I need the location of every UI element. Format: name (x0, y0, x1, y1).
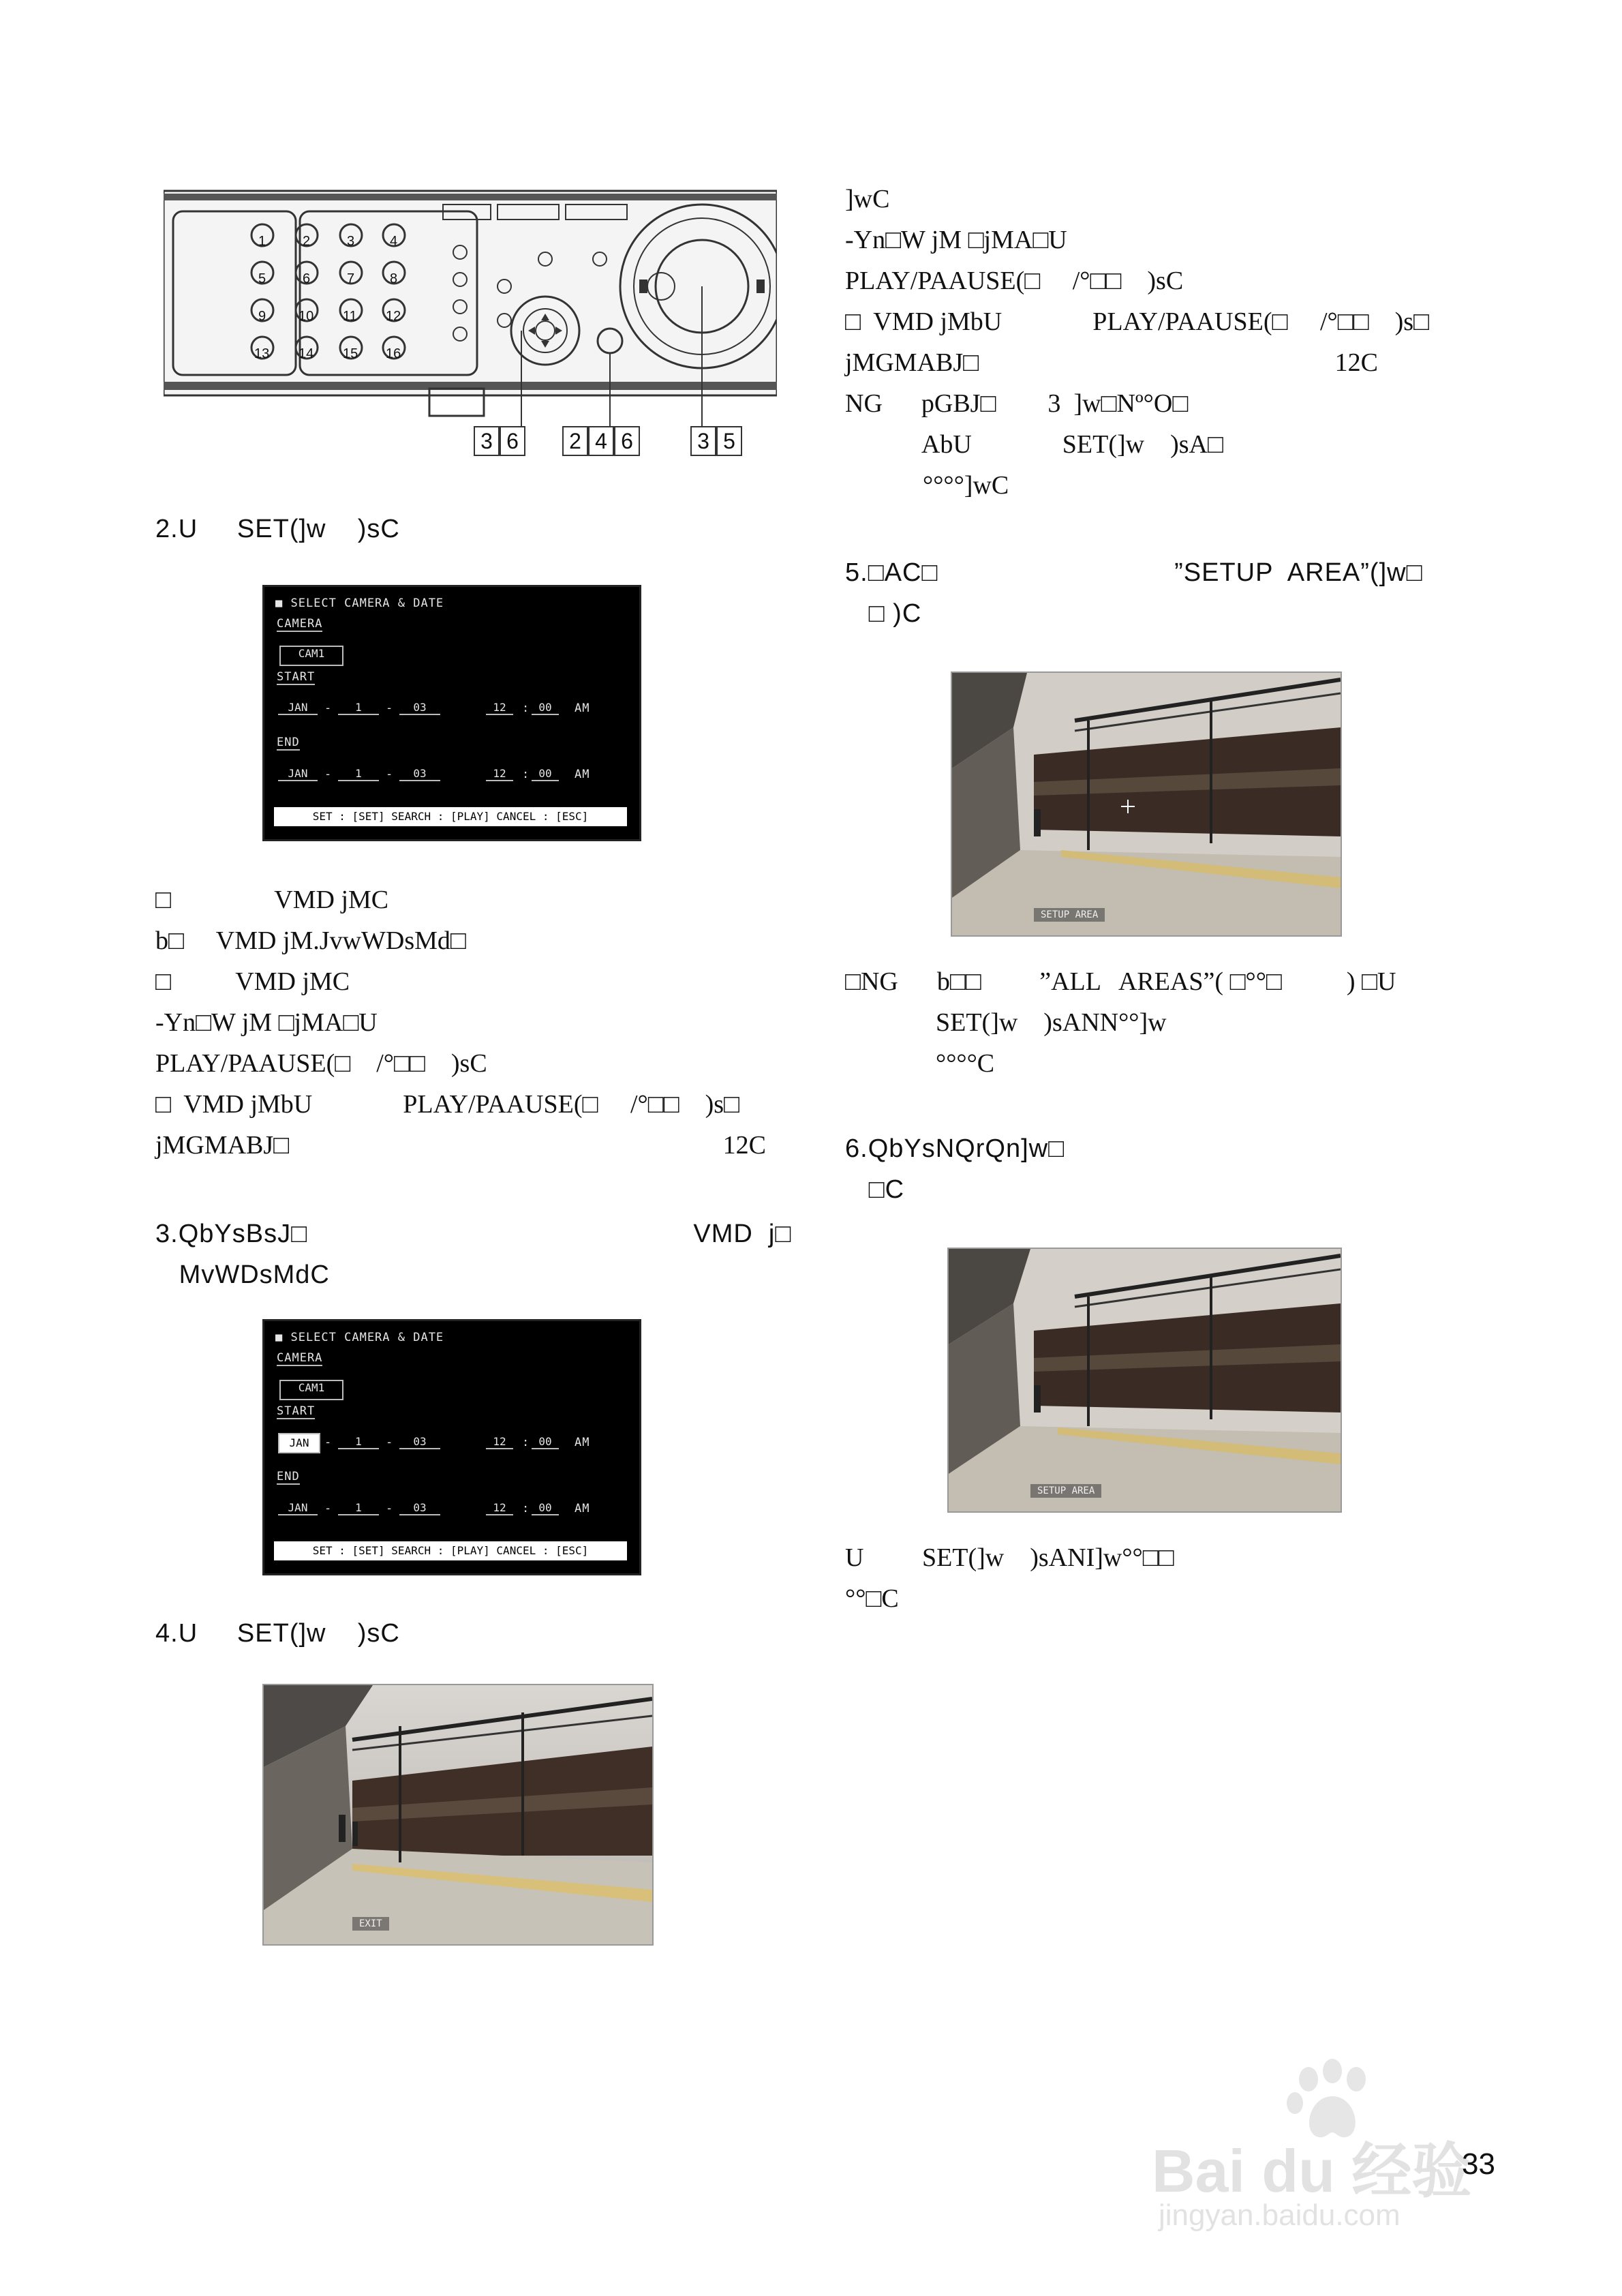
end-month[interactable]: JAN (278, 1501, 318, 1515)
text-line: MvWDsMdC (155, 1260, 330, 1289)
panel-button: 9 (258, 309, 266, 324)
text-line: U SET(]w )sANI]w°°□□ (845, 1543, 1174, 1572)
callout-box: 3 (690, 426, 716, 456)
start-day[interactable]: 1 (338, 1435, 379, 1449)
text-line: °°□C (845, 1584, 899, 1613)
callout-row (474, 426, 760, 456)
select-camera-date-screen (262, 585, 641, 841)
select-camera-date-screen (262, 1319, 641, 1575)
time-sep: : (522, 1436, 530, 1449)
text-line: SET(]w )sANN°°]w (845, 1008, 1167, 1037)
date-sep: - (324, 1436, 333, 1449)
panel-button-numbers (164, 191, 436, 395)
callout-box: 4 (588, 426, 614, 456)
date-sep: - (324, 701, 333, 715)
start-hour[interactable]: 12 (486, 1435, 513, 1449)
end-ampm[interactable]: AM (575, 768, 590, 781)
camera-field[interactable]: CAM1 (279, 1380, 343, 1400)
step-6-heading (845, 1128, 1065, 1210)
start-day[interactable]: 1 (338, 701, 379, 715)
text-line: b□ VMD jM.JvwWDsMd□ (155, 926, 466, 955)
camera-label-exit: EXIT (352, 1917, 389, 1931)
end-day[interactable]: 1 (338, 1501, 379, 1515)
end-minute[interactable]: 00 (532, 1501, 559, 1515)
panel-button: 5 (258, 271, 266, 286)
time-sep: : (522, 768, 530, 781)
text-line: □ VMD jMC (155, 886, 389, 914)
end-ampm[interactable]: AM (575, 1502, 590, 1515)
text-line: □ VMD jMbU PLAY/PAAUSE(□ /°□□ )s□ (845, 307, 1430, 336)
watermark-brand: Bai du 经验 (1152, 2137, 1472, 2205)
text-line: °°°°C (845, 1049, 995, 1078)
end-year[interactable]: 03 (399, 767, 440, 781)
text-line: jMGMABJ□ 12C (845, 348, 1378, 377)
text-line: □ VMD jMbU PLAY/PAAUSE(□ /°□□ )s□ (155, 1090, 740, 1119)
camera-image-setup-area-2 (947, 1248, 1342, 1513)
panel-button: 1 (258, 234, 266, 249)
watermark-url: jingyan.baidu.com (1159, 2199, 1401, 2232)
time-sep: : (522, 1502, 530, 1515)
text-line: □ VMD jMC (155, 967, 350, 996)
panel-button: 10 (299, 309, 314, 324)
text-line: -Yn□W jM □jMA□U (845, 226, 1067, 254)
text-line: AbU SET(]w )sA□ (845, 430, 1223, 459)
callout-box: 6 (500, 426, 525, 456)
start-year[interactable]: 03 (399, 1435, 440, 1449)
date-sep: - (324, 1502, 333, 1515)
camera-label: CAMERA (277, 617, 323, 631)
text-line: 5.□AC□ ”SETUP AREA”(]w□ (845, 558, 1423, 587)
end-month[interactable]: JAN (278, 767, 318, 781)
text-line: □C (845, 1175, 905, 1204)
screen-footer-bar: SET : [SET] SEARCH : [PLAY] CANCEL : [ESC] (274, 1541, 627, 1560)
panel-button: 7 (347, 271, 355, 286)
text-line: □ )C (845, 599, 922, 628)
end-hour[interactable]: 12 (486, 1501, 513, 1515)
time-sep: : (522, 701, 530, 715)
panel-button: 13 (254, 346, 270, 361)
start-label: START (277, 670, 316, 684)
step-3-heading (155, 1213, 791, 1295)
start-ampm[interactable]: AM (575, 701, 590, 715)
end-day[interactable]: 1 (338, 767, 379, 781)
date-sep: - (324, 768, 333, 781)
text-line: °°°°]wC (845, 471, 1009, 500)
panel-button: 16 (386, 346, 401, 361)
start-label: START (277, 1404, 316, 1418)
text-line: ]wC (845, 185, 890, 213)
camera-label-setup-area: SETUP AREA (1034, 908, 1105, 922)
text-line: □NG b□□ ”ALL AREAS”( □°°□ ) □U (845, 967, 1396, 996)
panel-button: 11 (343, 309, 357, 324)
callout-box: 5 (716, 426, 742, 456)
end-minute[interactable]: 00 (532, 767, 559, 781)
text-line: NG pGBJ□ 3 ]w□Nº°O□ (845, 389, 1189, 418)
panel-button: 2 (303, 234, 311, 249)
step-2-heading: 2.U SET(]w )sC (155, 515, 400, 543)
date-sep: - (386, 1436, 394, 1449)
panel-button: 3 (347, 234, 355, 249)
date-sep: - (386, 701, 394, 715)
camera-image-exit (262, 1684, 654, 1946)
panel-button: 14 (299, 346, 314, 361)
date-sep: - (386, 1502, 394, 1515)
text-line: 6.QbYsNQrQn]w□ (845, 1134, 1065, 1163)
start-year[interactable]: 03 (399, 701, 440, 715)
panel-button: 6 (303, 271, 311, 286)
note-block (845, 961, 1396, 1084)
screen-title: ■ SELECT CAMERA & DATE (275, 1331, 444, 1344)
camera-field[interactable]: CAM1 (279, 646, 343, 666)
start-ampm[interactable]: AM (575, 1436, 590, 1449)
screen-title: ■ SELECT CAMERA & DATE (275, 596, 444, 610)
panel-button: 15 (343, 346, 358, 361)
text-line: PLAY/PAAUSE(□ /°□□ )sC (845, 267, 1184, 295)
step-4-heading: 4.U SET(]w )sC (155, 1619, 400, 1648)
callout-box: 3 (474, 426, 500, 456)
panel-button: 4 (390, 234, 398, 249)
panel-button: 12 (386, 309, 401, 324)
text-line: 3.QbYsBsJ□ VMD j□ (155, 1220, 792, 1248)
text-line: PLAY/PAAUSE(□ /°□□ )sC (155, 1049, 487, 1078)
camera-image-setup-area (951, 671, 1342, 937)
text-line: -Yn□W jM □jMA□U (155, 1008, 378, 1037)
start-month[interactable]: JAN (278, 701, 318, 715)
text-line: jMGMABJ□ 12C (155, 1131, 766, 1160)
right-paragraph-bottom (845, 1537, 1174, 1619)
end-label: END (277, 736, 300, 749)
end-hour[interactable]: 12 (486, 767, 513, 781)
panel-button: 8 (390, 271, 398, 286)
step-5-heading (845, 552, 1423, 634)
end-label: END (277, 1470, 300, 1483)
start-month-selected[interactable]: JAN (278, 1433, 320, 1453)
camera-label: CAMERA (277, 1351, 323, 1365)
callout-box: 2 (562, 426, 588, 456)
callout-box: 6 (614, 426, 640, 456)
right-paragraph-top (845, 179, 1429, 506)
page-number: 33 (1462, 2147, 1495, 2181)
start-minute[interactable]: 00 (532, 701, 559, 715)
left-paragraph-1 (155, 879, 766, 1166)
start-hour[interactable]: 12 (486, 701, 513, 715)
date-sep: - (386, 768, 394, 781)
camera-label-setup-area: SETUP AREA (1030, 1484, 1101, 1498)
screen-footer-bar: SET : [SET] SEARCH : [PLAY] CANCEL : [ESC] (274, 807, 627, 826)
end-year[interactable]: 03 (399, 1501, 440, 1515)
start-minute[interactable]: 00 (532, 1435, 559, 1449)
